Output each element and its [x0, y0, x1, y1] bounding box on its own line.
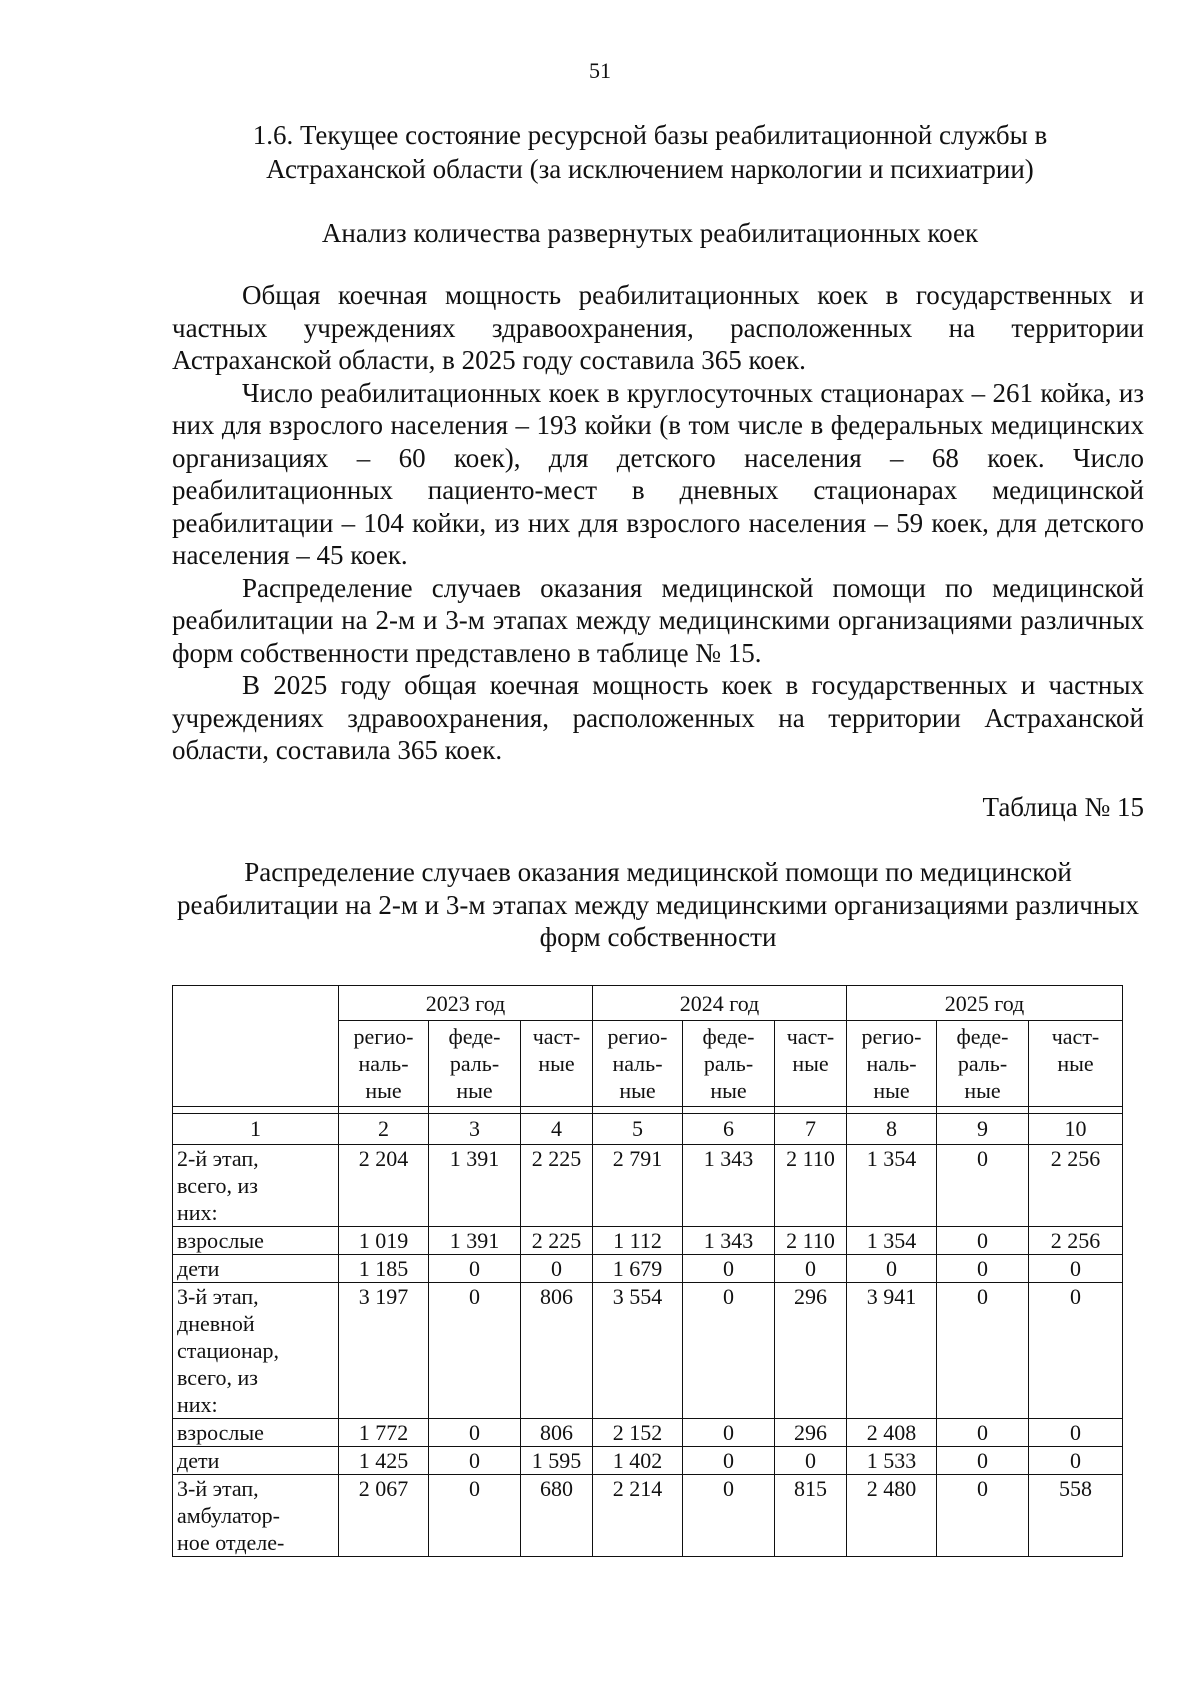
- column-number: 2: [339, 1114, 429, 1145]
- table-cell: 0: [521, 1255, 593, 1283]
- table-cell: 806: [521, 1283, 593, 1419]
- table-row: [173, 1145, 1123, 1227]
- table-cell: 3 941: [847, 1283, 937, 1419]
- row-label: дети: [173, 1447, 339, 1475]
- table-cell: 0: [683, 1255, 775, 1283]
- column-number: 10: [1029, 1114, 1123, 1145]
- table-cell: 1 354: [847, 1227, 937, 1255]
- table-cell: 680: [521, 1475, 593, 1557]
- table-row: [173, 1255, 1123, 1283]
- column-number: 5: [593, 1114, 683, 1145]
- year-header: 2023 год: [339, 986, 593, 1021]
- table-cell: 2 480: [847, 1475, 937, 1557]
- row-label: дети: [173, 1255, 339, 1283]
- table-cell: 0: [1029, 1447, 1123, 1475]
- year-header: 2024 год: [593, 986, 847, 1021]
- section-heading: 1.6. Текущее состояние ресурсной базы реабилитационной службы в Астраханской области (за исключением наркологии и психиатрии): [252, 120, 1048, 184]
- table-cell: 558: [1029, 1475, 1123, 1557]
- table-cell: 0: [937, 1475, 1029, 1557]
- table-cell: 0: [683, 1419, 775, 1447]
- body-text: [172, 279, 1144, 767]
- year-header: 2025 год: [847, 986, 1123, 1021]
- row-label: взрослые: [173, 1419, 339, 1447]
- table-cell: 1 185: [339, 1255, 429, 1283]
- column-number: 6: [683, 1114, 775, 1145]
- table-cell: 0: [1029, 1419, 1123, 1447]
- table-cell: 2 110: [775, 1145, 847, 1227]
- separator-row: [173, 1107, 1123, 1114]
- column-number: 1: [173, 1114, 339, 1145]
- ownership-header: част- ные: [1029, 1021, 1123, 1107]
- table-cell: 0: [429, 1255, 521, 1283]
- column-number: 3: [429, 1114, 521, 1145]
- ownership-header: част- ные: [775, 1021, 847, 1107]
- table-cell: 0: [937, 1419, 1029, 1447]
- table-cell: 296: [775, 1419, 847, 1447]
- table-row: [173, 1447, 1123, 1475]
- table-cell: 0: [937, 1145, 1029, 1227]
- row-label: 3-й этап, амбулатор- ное отделе-: [173, 1475, 339, 1557]
- table-cell: 806: [521, 1419, 593, 1447]
- table-cell: 0: [937, 1283, 1029, 1419]
- table-cell: 2 256: [1029, 1145, 1123, 1227]
- ownership-header: регио- наль- ные: [593, 1021, 683, 1107]
- table-cell: 1 772: [339, 1419, 429, 1447]
- table-cell: 2 204: [339, 1145, 429, 1227]
- table-cell: 0: [847, 1255, 937, 1283]
- table-cell: 1 425: [339, 1447, 429, 1475]
- table-cell: 0: [1029, 1283, 1123, 1419]
- table-cell: 0: [937, 1255, 1029, 1283]
- ownership-header: регио- наль- ные: [339, 1021, 429, 1107]
- table-cell: 2 152: [593, 1419, 683, 1447]
- table-label: Таблица № 15: [982, 792, 1144, 822]
- table-cell: 2 256: [1029, 1227, 1123, 1255]
- column-number-row: [173, 1114, 1123, 1145]
- table-cell: 2 225: [521, 1145, 593, 1227]
- table-cell: 0: [775, 1447, 847, 1475]
- table-cell: 0: [429, 1475, 521, 1557]
- table-cell: 0: [683, 1447, 775, 1475]
- row-label: 2-й этап, всего, из них:: [173, 1145, 339, 1227]
- table-cell: 0: [429, 1447, 521, 1475]
- table-cell: 0: [429, 1419, 521, 1447]
- ownership-header: част- ные: [521, 1021, 593, 1107]
- table-cell: 815: [775, 1475, 847, 1557]
- table-row: [173, 1475, 1123, 1557]
- table-cell: 1 112: [593, 1227, 683, 1255]
- table-cell: 2 110: [775, 1227, 847, 1255]
- table-cell: 2 067: [339, 1475, 429, 1557]
- table-cell: 1 354: [847, 1145, 937, 1227]
- table-cell: 0: [937, 1227, 1029, 1255]
- table-cell: 1 391: [429, 1227, 521, 1255]
- table-body: [173, 1145, 1123, 1557]
- table-cell: 1 679: [593, 1255, 683, 1283]
- table-cell: 0: [683, 1283, 775, 1419]
- table-cell: 1 343: [683, 1227, 775, 1255]
- column-number: 7: [775, 1114, 847, 1145]
- table-cell: 2 408: [847, 1419, 937, 1447]
- table-cell: 2 214: [593, 1475, 683, 1557]
- page-number: 51: [589, 58, 611, 83]
- row-label: 3-й этап, дневной стационар, всего, из них:: [173, 1283, 339, 1419]
- column-number: 4: [521, 1114, 593, 1145]
- corner-cell: [173, 986, 339, 1107]
- data-table: [172, 985, 1123, 1557]
- table-row: [173, 1283, 1123, 1419]
- subsection-heading: Анализ количества развернутых реабилитационных коек: [321, 218, 979, 248]
- ownership-header: феде- раль- ные: [429, 1021, 521, 1107]
- ownership-header: феде- раль- ные: [937, 1021, 1029, 1107]
- year-header-row: [173, 986, 1123, 1021]
- table-cell: 3 554: [593, 1283, 683, 1419]
- table-cell: 0: [683, 1475, 775, 1557]
- table-cell: 3 197: [339, 1283, 429, 1419]
- table-row: [173, 1419, 1123, 1447]
- table-cell: 2 225: [521, 1227, 593, 1255]
- ownership-header: феде- раль- ные: [683, 1021, 775, 1107]
- column-number: 9: [937, 1114, 1029, 1145]
- row-label: взрослые: [173, 1227, 339, 1255]
- table-row: [173, 1227, 1123, 1255]
- table-cell: 2 791: [593, 1145, 683, 1227]
- paragraph: Число реабилитационных коек в круглосуточных стационарах – 261 койка, из них для взрослого населения – 193 койки (в том числе в федеральных медицинских организациях – 60 коек), для детского населения – 68 коек. Число реабилитационных пациенто-мест в дневных стационарах медицинской реабилитации – 104 койки, из них для взрослого населения – 59 коек, для детского населения – 45 коек.: [172, 377, 1144, 570]
- table-cell: 0: [775, 1255, 847, 1283]
- table-title: Распределение случаев оказания медицинской помощи по медицинской реабилитации на 2-м и 3-м этапах между медицинскими организациями различных форм собственности: [177, 857, 1139, 952]
- table-cell: 296: [775, 1283, 847, 1419]
- table-cell: 0: [429, 1283, 521, 1419]
- column-number: 8: [847, 1114, 937, 1145]
- table-cell: 0: [1029, 1255, 1123, 1283]
- table-cell: 1 533: [847, 1447, 937, 1475]
- table-cell: 0: [937, 1447, 1029, 1475]
- table-cell: 1 595: [521, 1447, 593, 1475]
- table-cell: 1 019: [339, 1227, 429, 1255]
- paragraph: Общая коечная мощность реабилитационных коек в государственных и частных учреждениях здравоохранения, расположенных на территории Астраханской области, в 2025 году составила 365 коек.: [172, 280, 1144, 375]
- ownership-header: регио- наль- ные: [847, 1021, 937, 1107]
- paragraph: В 2025 году общая коечная мощность коек в государственных и частных учреждениях здравоохранения, расположенных на территории Астраханской области, составила 365 коек.: [172, 670, 1144, 765]
- table-cell: 1 343: [683, 1145, 775, 1227]
- paragraph: Распределение случаев оказания медицинской помощи по медицинской реабилитации на 2-м и 3-м этапах между медицинскими организациями различных форм собственности представлено в таблице № 15.: [172, 572, 1144, 668]
- table-cell: 1 402: [593, 1447, 683, 1475]
- table-cell: 1 391: [429, 1145, 521, 1227]
